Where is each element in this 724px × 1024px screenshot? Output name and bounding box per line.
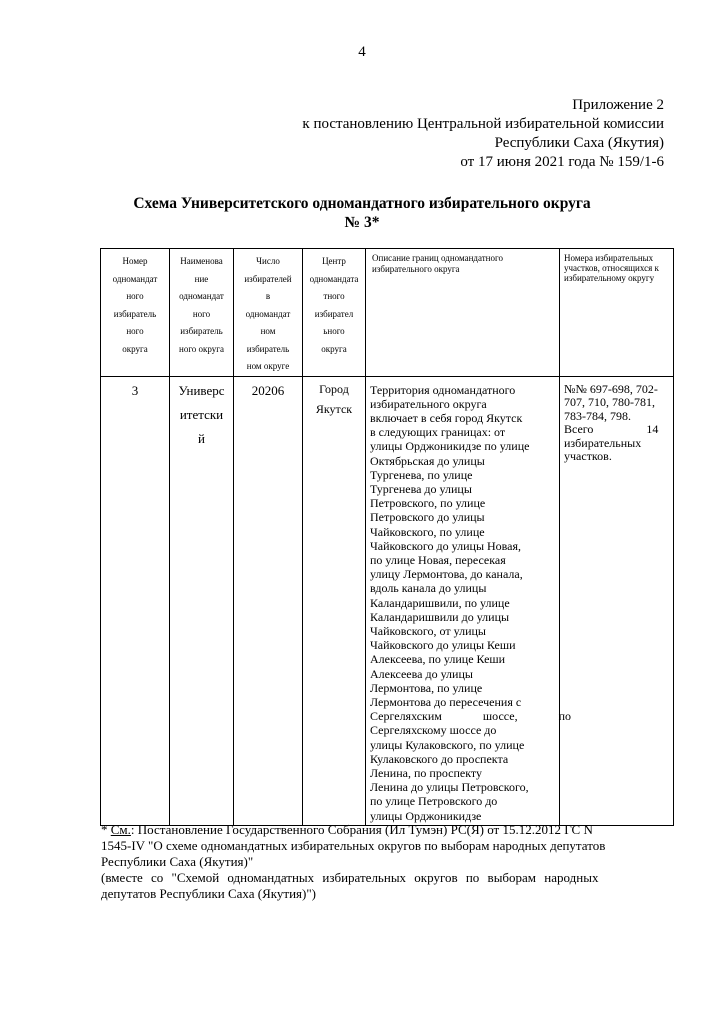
- header-text: одномандат: [179, 291, 224, 301]
- district-center-line: Якутск: [315, 401, 353, 416]
- header-text: ного: [126, 326, 144, 336]
- footnote-line: Республики Саха (Якутия)": [101, 854, 254, 869]
- header-text: ного: [192, 308, 211, 319]
- description-line: Тургенева, по улице: [370, 467, 473, 482]
- page-number: 4: [358, 44, 366, 60]
- title-line: Схема Университетского одномандатного избирательного округа: [133, 195, 591, 212]
- description-line: Ленина до улицы Петровского,: [370, 780, 529, 795]
- header-text: округа: [321, 343, 347, 354]
- header-number: [101, 249, 170, 377]
- description-line: Каландаришвили до улицы: [370, 609, 510, 624]
- appendix-line: Приложение 2: [572, 97, 664, 113]
- table-row: [101, 376, 674, 825]
- district-name-line: итетски: [179, 406, 224, 422]
- description-line: Чайковского, по улице: [370, 524, 485, 539]
- header-text: Номер: [122, 256, 148, 266]
- description-line: Лермонтова до пересечения с: [370, 694, 522, 709]
- header-text: ном округе: [246, 361, 290, 371]
- appendix-line: от 17 июня 2021 года № 159/1-6: [460, 154, 664, 170]
- description-line: Петровского до улицы: [370, 510, 485, 525]
- description-line: Ленина, по проспекту: [370, 765, 482, 780]
- description-line: улицу Лермонтова, до канала,: [370, 567, 523, 582]
- district-name-line: й: [198, 430, 205, 446]
- header-text: ьного: [323, 326, 345, 336]
- description-line: в следующих границах: от: [370, 425, 506, 440]
- description-line: Чайковского до улицы Кеши: [370, 638, 516, 653]
- header-text: ние: [194, 273, 209, 284]
- stations-line: 707, 710, 780-781,: [564, 395, 655, 409]
- description-line: Сергеляхскому шоссе до: [370, 723, 497, 738]
- footnote-line: * См.: Постановление Государственного Собрания (Ил Тумэн) РС(Я) от 15.12.2012 ГС N: [101, 822, 593, 837]
- header-text: одномандат: [245, 308, 291, 319]
- description-line: улицы Кулаковского, по улице: [370, 737, 525, 752]
- district-name: [170, 376, 234, 825]
- stations-line: №№ 697-698, 702-: [564, 381, 658, 396]
- header-text: Число: [256, 256, 280, 266]
- header-text: Номера избирательных: [564, 253, 654, 263]
- description-line: Алексеева до улицы: [370, 666, 473, 681]
- title-line: № 3*: [344, 214, 380, 231]
- header-text: в: [265, 291, 271, 301]
- description-line: Каландаришвили, по улице: [370, 595, 510, 610]
- header-text: избиратель: [180, 326, 223, 336]
- header-text: одномандата: [309, 273, 359, 284]
- appendix-line: Республики Саха (Якутия): [494, 135, 664, 151]
- header-text: избиратель: [246, 343, 290, 354]
- header-text: округа: [122, 343, 148, 354]
- header-text: одномандат: [112, 273, 158, 284]
- footnote-line: 1545-IV "О схеме одномандатных избирательных округов по выборам народных депутатов: [101, 838, 606, 853]
- header-text: избирательному округу: [564, 273, 655, 283]
- stations-line: участков.: [564, 449, 612, 463]
- description-line: избирательного округа: [370, 396, 487, 411]
- header-text: Описание границ одномандатного: [372, 253, 503, 263]
- header-text: избирательного округа: [372, 264, 460, 274]
- description-line: Петровского, по улице: [370, 496, 486, 511]
- description-line: включает в себя город Якутск: [370, 410, 523, 425]
- description-line: улицы Орджоникидзе: [370, 808, 482, 823]
- footnote-line: депутатов Республики Саха (Якутия)"): [101, 886, 316, 901]
- header-stations: [560, 249, 674, 377]
- description-line: Кулаковского до проспекта: [370, 751, 509, 766]
- polling-stations: [560, 376, 674, 825]
- district-center: [303, 376, 366, 825]
- footnote: [101, 822, 673, 902]
- description-line: Октябрьская до улицы: [370, 453, 485, 468]
- description-line: Тургенева до улицы: [370, 481, 472, 496]
- district-name-line: Универс: [178, 382, 225, 398]
- district-number: 3: [101, 376, 170, 825]
- table-header-row: [101, 249, 674, 377]
- boundary-description: [366, 376, 571, 825]
- description-line: по улице Петровского до: [370, 794, 498, 809]
- stations-line: Всего 14: [564, 422, 659, 436]
- description-line: Лермонтова, по улице: [370, 680, 483, 695]
- header-text: участков, относящихся к: [564, 263, 659, 273]
- description-line: улицы Орджоникидзе по улице: [370, 439, 530, 454]
- header-description: [366, 249, 560, 377]
- description-line: вдоль канала до улицы: [370, 581, 487, 596]
- appendix-header: [302, 96, 664, 172]
- header-name: [170, 249, 234, 377]
- header-text: тного: [323, 291, 345, 301]
- footnote-text: : Постановление Государственного Собрания (Ил Тумэн) РС(Я) от 15.12.2012 ГС N: [130, 822, 593, 837]
- footnote-line: (вместе со "Схемой одномандатных избирательных округов по выборам народных: [101, 870, 599, 885]
- description-line: Алексеева, по улице Кеши: [370, 652, 506, 667]
- header-text: Центр: [322, 256, 346, 266]
- stations-line: 783-784, 798.: [564, 408, 631, 423]
- stations-line: избирательных: [564, 435, 642, 450]
- header-text: Наименова: [180, 256, 223, 266]
- description-line: Сергеляхским шоссе, по: [370, 709, 571, 724]
- header-center: [303, 249, 366, 377]
- header-text: ного: [126, 291, 144, 301]
- header-text: избирател: [314, 308, 354, 319]
- district-table: [100, 248, 674, 826]
- see-link[interactable]: См.: [110, 822, 131, 837]
- description-line: по улице Новая, пересекая: [370, 552, 506, 567]
- header-text: ном: [260, 326, 276, 336]
- header-text: избирателей: [244, 273, 292, 284]
- description-line: Территория одномандатного: [370, 382, 516, 397]
- header-text: ного округа: [179, 343, 224, 354]
- document-title: [0, 194, 724, 232]
- header-text: избиратель: [113, 308, 157, 319]
- description-line: Чайковского, от улицы: [370, 623, 486, 638]
- description-line: Чайковского до улицы Новая,: [370, 538, 522, 553]
- district-center-line: Город: [319, 381, 349, 396]
- voters-count: 20206: [234, 376, 303, 825]
- header-voters: [234, 249, 303, 377]
- appendix-line: к постановлению Центральной избирательной комиссии: [302, 116, 664, 132]
